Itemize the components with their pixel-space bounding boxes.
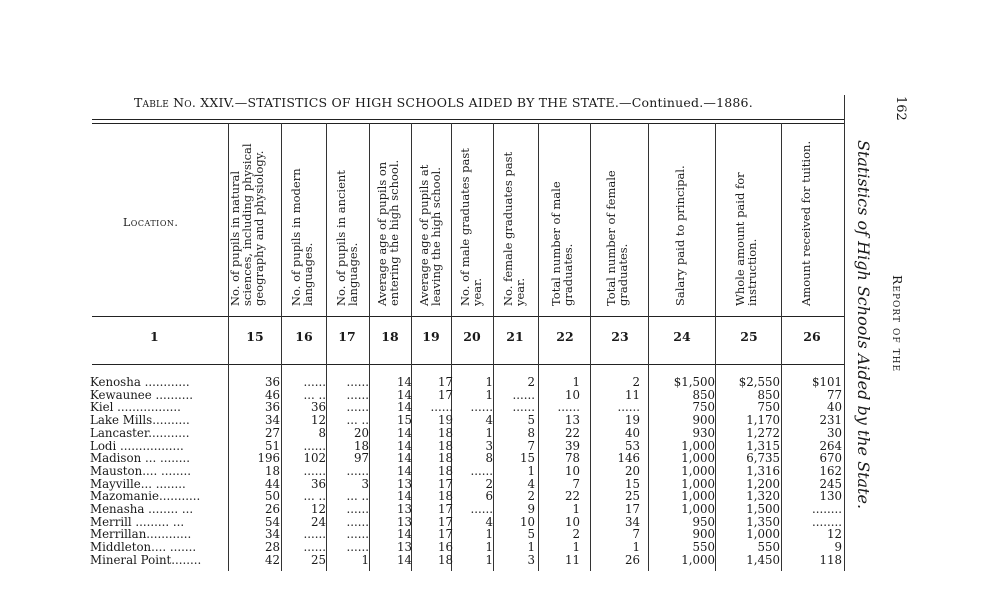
cell-col-18: 14 [396, 451, 412, 466]
cell-col-23: 2 [632, 375, 640, 389]
cell-col-21: 7 [527, 438, 535, 453]
cell-col-22: 78 [564, 451, 580, 466]
cell-col-19: 19 [437, 413, 453, 428]
cell-col-15: 51 [264, 438, 280, 453]
column-header-23: Total number of female graduates. [604, 170, 630, 306]
cell-col-21: 10 [519, 514, 535, 529]
location-header: Location. [123, 216, 179, 229]
cell-col-15: 44 [264, 476, 280, 491]
column-number-19: 19 [422, 329, 440, 344]
cell-col-20: ...... [470, 463, 493, 478]
column-number-24: 24 [673, 329, 691, 344]
cell-col-22: 13 [564, 413, 580, 428]
cell-col-20: 2 [485, 476, 493, 491]
cell-col-26: 118 [819, 552, 842, 567]
cell-col-17: ...... [346, 514, 369, 529]
cell-col-24: $1,500 [673, 375, 715, 389]
cell-col-22: 10 [564, 514, 580, 529]
cell-col-15: 26 [264, 502, 280, 516]
cell-col-25: 1,450 [746, 552, 780, 567]
cell-col-25: 1,170 [746, 413, 780, 428]
cell-col-19: 18 [437, 489, 453, 504]
cell-col-16: ...... [303, 540, 326, 555]
column-number-23: 23 [611, 329, 629, 344]
cell-col-18: 14 [396, 438, 412, 453]
row-location: Kenosha ............ [90, 375, 190, 389]
cell-col-15: 18 [264, 463, 280, 478]
cell-col-21: ...... [512, 387, 535, 402]
cell-col-15: 36 [264, 400, 280, 415]
cell-col-23: 20 [624, 463, 640, 478]
row-location: Merrillan............ [90, 527, 192, 542]
column-number-20: 20 [463, 329, 481, 344]
cell-col-23: 15 [624, 476, 640, 491]
cell-col-24: 930 [692, 425, 715, 440]
cell-col-16: 24 [310, 514, 326, 529]
cell-col-24: 1,000 [681, 451, 715, 466]
cell-col-26: 9 [834, 540, 842, 555]
cell-col-22: 22 [564, 425, 580, 440]
cell-col-15: 46 [264, 387, 280, 402]
cell-col-20: 1 [485, 540, 493, 555]
cell-col-15: 28 [264, 540, 280, 555]
cell-col-25: 1,272 [746, 425, 780, 440]
cell-col-21: 9 [527, 502, 535, 516]
column-number-18: 18 [381, 329, 399, 344]
cell-col-23: 19 [624, 413, 640, 428]
table-row [90, 440, 850, 453]
cell-col-23: 26 [624, 552, 640, 567]
column-header-20: No. of male graduates past year. [458, 148, 484, 306]
cell-col-23: 11 [624, 387, 640, 402]
cell-col-16: ... .. [303, 387, 326, 402]
cell-col-17: ...... [346, 463, 369, 478]
cell-col-15: 196 [257, 451, 280, 466]
cell-col-16: 36 [310, 476, 326, 491]
cell-col-24: 1,000 [681, 463, 715, 478]
cell-col-18: 14 [396, 400, 412, 415]
cell-col-25: 850 [757, 387, 780, 402]
cell-col-16: 12 [310, 413, 326, 428]
table-row [90, 478, 850, 491]
cell-col-25: 750 [757, 400, 780, 415]
column-header-19: Average age of pupils at leaving the high school. [417, 164, 443, 306]
cell-col-20: 1 [485, 527, 493, 542]
cell-col-21: 5 [527, 527, 535, 542]
cell-col-24: 850 [692, 387, 715, 402]
cell-col-17: ... .. [346, 489, 369, 504]
row-location: Madison ... ........ [90, 451, 190, 466]
cell-col-15: 34 [264, 413, 280, 428]
cell-col-16: 8 [318, 425, 326, 440]
cell-col-22: ...... [557, 400, 580, 415]
column-number-21: 21 [506, 329, 524, 344]
row-location: Mayville... ........ [90, 476, 186, 491]
column-header-22: Total number of male graduates. [549, 181, 575, 306]
table-row [90, 401, 850, 414]
cell-col-24: 1,000 [681, 476, 715, 491]
table-row [90, 554, 850, 567]
row-location: Mazomanie........... [90, 489, 201, 504]
cell-col-18: 13 [396, 502, 412, 516]
table-row [90, 452, 850, 465]
cell-col-26: 670 [819, 451, 842, 466]
column-header-18: Average age of pupils on entering the high school. [375, 159, 401, 306]
cell-col-20: 1 [485, 425, 493, 440]
cell-col-18: 13 [396, 514, 412, 529]
cell-col-17: ...... [346, 387, 369, 402]
header-rule [92, 316, 844, 317]
cell-col-19: 17 [437, 387, 453, 402]
cell-col-15: 54 [264, 514, 280, 529]
cell-col-24: 1,000 [681, 489, 715, 504]
cell-col-19: 18 [437, 552, 453, 567]
cell-col-22: 1 [572, 540, 580, 555]
cell-col-24: 550 [692, 540, 715, 555]
cell-col-17: 3 [361, 476, 369, 491]
column-header-26: Amount received for tuition. [799, 140, 813, 306]
cell-col-21: ...... [512, 400, 535, 415]
cell-col-17: 20 [353, 425, 369, 440]
table-title [134, 95, 753, 110]
cell-col-24: 900 [692, 413, 715, 428]
cell-col-19: ...... [430, 400, 453, 415]
cell-col-18: 14 [396, 387, 412, 402]
cell-col-26: $101 [811, 375, 842, 389]
table-row [90, 516, 850, 529]
cell-col-23: 53 [624, 438, 640, 453]
cell-col-15: 50 [264, 489, 280, 504]
cell-col-23: 34 [624, 514, 640, 529]
cell-col-16: ...... [303, 527, 326, 542]
numbers-rule [92, 364, 844, 365]
column-number-16: 16 [295, 329, 313, 344]
cell-col-21: 3 [527, 552, 535, 567]
cell-col-19: 18 [437, 425, 453, 440]
location-column-number: 1 [150, 329, 159, 344]
table-row [90, 389, 850, 402]
cell-col-23: 1 [632, 540, 640, 555]
cell-col-20: 4 [485, 514, 493, 529]
cell-col-24: 1,000 [681, 502, 715, 516]
column-header-21: No. female graduates past year. [501, 151, 527, 306]
table-row [90, 490, 850, 503]
cell-col-26: 130 [819, 489, 842, 504]
cell-col-26: ........ [812, 502, 842, 516]
cell-col-19: 17 [437, 514, 453, 529]
cell-col-16: 36 [310, 400, 326, 415]
cell-col-18: 14 [396, 375, 412, 389]
top-rule [92, 119, 844, 120]
cell-col-20: ...... [470, 502, 493, 516]
cell-col-15: 27 [264, 425, 280, 440]
row-location: Merrill ......... ... [90, 514, 185, 529]
cell-col-20: ...... [470, 400, 493, 415]
cell-col-16: ...... [303, 438, 326, 453]
cell-col-20: 8 [485, 451, 493, 466]
cell-col-17: 1 [361, 552, 369, 567]
row-location: Mauston.... ........ [90, 463, 191, 478]
cell-col-17: ...... [346, 540, 369, 555]
cell-col-18: 13 [396, 540, 412, 555]
cell-col-21: 1 [527, 463, 535, 478]
running-head: Report of the [890, 275, 905, 373]
column-header-16: No. of pupils in modern languages. [289, 168, 315, 306]
cell-col-26: ........ [812, 514, 842, 529]
cell-col-20: 1 [485, 552, 493, 567]
cell-col-23: ...... [617, 400, 640, 415]
table-row [90, 465, 850, 478]
row-location: Lancaster........... [90, 425, 190, 440]
cell-col-26: 40 [826, 400, 842, 415]
cell-col-17: 97 [353, 451, 369, 466]
cell-col-22: 1 [572, 375, 580, 389]
cell-col-22: 39 [564, 438, 580, 453]
cell-col-16: ...... [303, 375, 326, 389]
cell-col-26: 162 [819, 463, 842, 478]
table-row [90, 414, 850, 427]
cell-col-16: 25 [310, 552, 326, 567]
cell-col-23: 7 [632, 527, 640, 542]
column-number-17: 17 [338, 329, 356, 344]
cell-col-26: 245 [819, 476, 842, 491]
cell-col-25: 1,315 [746, 438, 780, 453]
row-location: Middleton.... ....... [90, 540, 197, 555]
cell-col-15: 42 [264, 552, 280, 567]
cell-col-18: 13 [396, 476, 412, 491]
cell-col-21: 1 [527, 540, 535, 555]
cell-col-20: 4 [485, 413, 493, 428]
cell-col-24: 950 [692, 514, 715, 529]
cell-col-19: 16 [437, 540, 453, 555]
cell-col-17: ... .. [346, 413, 369, 428]
cell-col-22: 10 [564, 463, 580, 478]
cell-col-22: 11 [564, 552, 580, 567]
cell-col-19: 17 [437, 527, 453, 542]
row-location: Kewaunee .......... [90, 387, 194, 402]
cell-col-16: ... .. [303, 489, 326, 504]
cell-col-21: 15 [519, 451, 535, 466]
table-row [90, 528, 850, 541]
cell-col-25: $2,550 [738, 375, 780, 389]
column-header-15: No. of pupils in natural sciences, including physical geography and physiology. [228, 143, 266, 306]
column-header-25: Whole amount paid for instruction. [733, 172, 759, 306]
running-title-text: Statistics of High Schools Aided by the State. [854, 140, 873, 510]
cell-col-22: 2 [572, 527, 580, 542]
cell-col-22: 1 [572, 502, 580, 516]
cell-col-23: 17 [624, 502, 640, 516]
table-title-text: XXIV.—STATISTICS OF HIGH SCHOOLS AIDED BY THE STATE.—Continued.—1886. [200, 95, 753, 110]
cell-col-25: 550 [757, 540, 780, 555]
cell-col-21: 2 [527, 489, 535, 504]
cell-col-19: 18 [437, 438, 453, 453]
row-location: Mineral Point........ [90, 552, 202, 567]
cell-col-19: 17 [437, 375, 453, 389]
cell-col-17: ...... [346, 502, 369, 516]
cell-col-25: 1,200 [746, 476, 780, 491]
column-header-24: Salary paid to principal. [673, 165, 687, 306]
row-location: Lake Mills.......... [90, 413, 190, 428]
cell-col-19: 18 [437, 451, 453, 466]
column-number-22: 22 [556, 329, 574, 344]
table-row [90, 541, 850, 554]
cell-col-18: 14 [396, 527, 412, 542]
cell-col-22: 10 [564, 387, 580, 402]
column-number-15: 15 [246, 329, 264, 344]
cell-col-25: 1,320 [746, 489, 780, 504]
table-row [90, 376, 850, 389]
cell-col-25: 1,500 [746, 502, 780, 516]
cell-col-26: 12 [826, 527, 842, 542]
cell-col-16: 102 [303, 451, 326, 466]
cell-col-17: ...... [346, 375, 369, 389]
cell-col-18: 15 [396, 413, 412, 428]
cell-col-20: 6 [485, 489, 493, 504]
row-location: Menasha ........ ... [90, 502, 194, 516]
cell-col-21: 5 [527, 413, 535, 428]
cell-col-26: 231 [819, 413, 842, 428]
cell-col-15: 36 [264, 375, 280, 389]
cell-col-22: 22 [564, 489, 580, 504]
cell-col-18: 14 [396, 489, 412, 504]
cell-col-18: 14 [396, 425, 412, 440]
cell-col-24: 900 [692, 527, 715, 542]
cell-col-19: 17 [437, 502, 453, 516]
cell-col-26: 77 [826, 387, 842, 402]
cell-col-19: 17 [437, 476, 453, 491]
cell-col-16: 12 [310, 502, 326, 516]
cell-col-24: 1,000 [681, 552, 715, 567]
cell-col-21: 4 [527, 476, 535, 491]
cell-col-26: 264 [819, 438, 842, 453]
column-number-25: 25 [740, 329, 758, 344]
table-label: Table No. [134, 95, 197, 110]
column-number-26: 26 [803, 329, 821, 344]
cell-col-20: 1 [485, 375, 493, 389]
column-header-17: No. of pupils in ancient languages. [334, 170, 360, 306]
table-row [90, 427, 850, 440]
cell-col-16: ...... [303, 463, 326, 478]
cell-col-17: ...... [346, 527, 369, 542]
cell-col-24: 750 [692, 400, 715, 415]
cell-col-25: 1,000 [746, 527, 780, 542]
cell-col-19: 18 [437, 463, 453, 478]
cell-col-24: 1,000 [681, 438, 715, 453]
cell-col-17: 18 [353, 438, 369, 453]
cell-col-23: 146 [617, 451, 640, 466]
cell-col-22: 7 [572, 476, 580, 491]
cell-col-17: ...... [346, 400, 369, 415]
row-location: Lodi ................. [90, 438, 184, 453]
top-rule-2 [92, 123, 844, 124]
cell-col-25: 1,316 [746, 463, 780, 478]
cell-col-18: 14 [396, 463, 412, 478]
cell-col-21: 2 [527, 375, 535, 389]
cell-col-15: 34 [264, 527, 280, 542]
cell-col-21: 8 [527, 425, 535, 440]
row-location: Kiel ................. [90, 400, 181, 415]
table-row [90, 503, 850, 516]
cell-col-26: 30 [826, 425, 842, 440]
cell-col-18: 14 [396, 552, 412, 567]
cell-col-25: 6,735 [746, 451, 780, 466]
page-number: 162 [893, 96, 908, 121]
cell-col-23: 40 [624, 425, 640, 440]
cell-col-20: 3 [485, 438, 493, 453]
cell-col-25: 1,350 [746, 514, 780, 529]
cell-col-20: 1 [485, 387, 493, 402]
cell-col-23: 25 [624, 489, 640, 504]
